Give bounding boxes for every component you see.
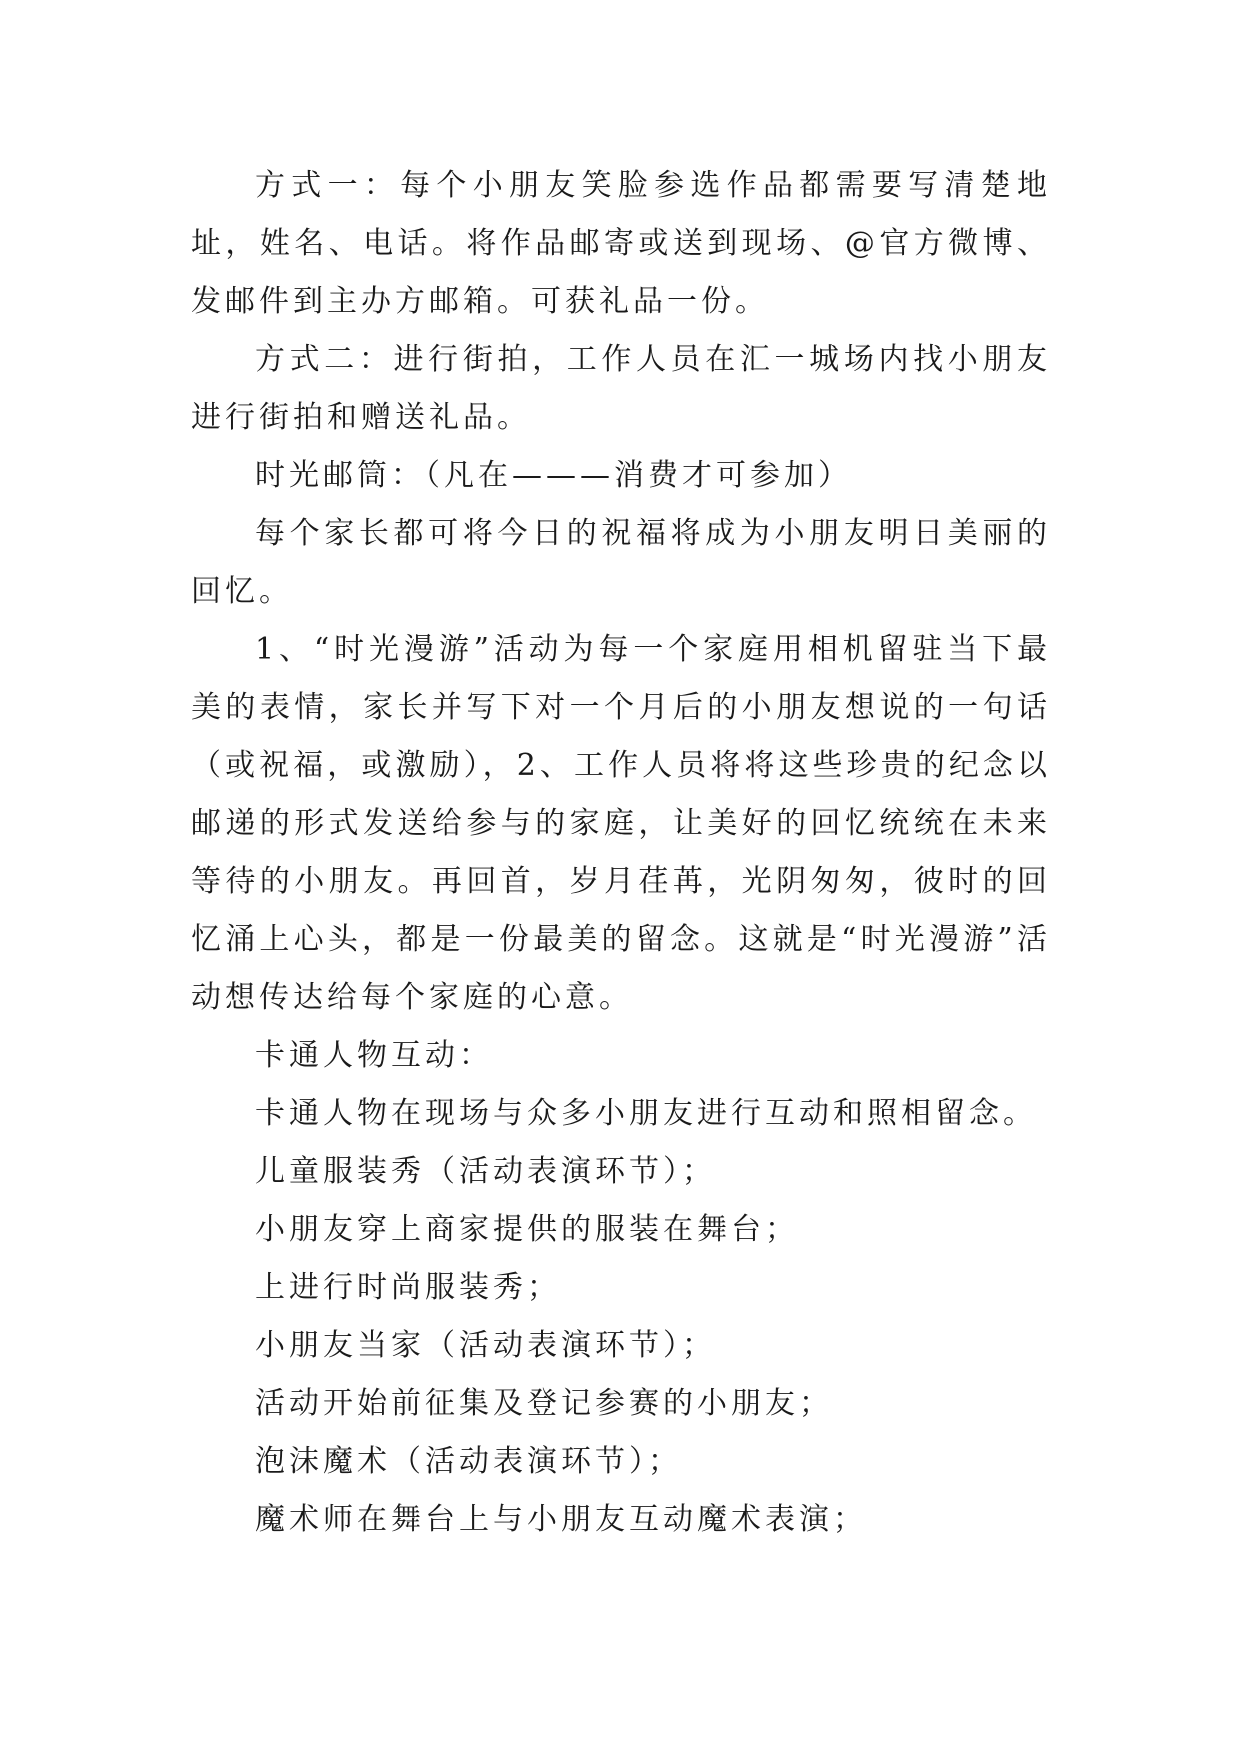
paragraph-foam-magic-heading: 泡沫魔术（活动表演环节）；: [255, 1444, 682, 1479]
paragraph-fashion-show-line-2: 上进行时尚服装秀；: [255, 1270, 561, 1305]
paragraph-fashion-show-line-1: 小朋友穿上商家提供的服装在舞台；: [255, 1212, 799, 1247]
paragraph-foam-magic-description: 魔术师在舞台上与小朋友互动魔术表演；: [255, 1502, 867, 1537]
paragraph-method-two: 方式二：进行街拍，工作人员在汇一城场内找小朋友进行街拍和赠送礼品。: [191, 342, 1051, 435]
paragraph-time-mailbox-heading: 时光邮筒：（凡在———消费才可参加）: [255, 458, 852, 493]
paragraph-kids-in-charge-description: 活动开始前征集及登记参赛的小朋友；: [255, 1386, 833, 1421]
paragraph-method-one: 方式一：每个小朋友笑脸参选作品都需要写清楚地址，姓名、电话。将作品邮寄或送到现场、@官方微博、发邮件到主办方邮箱。可获礼品一份。: [191, 168, 1051, 319]
paragraph-time-travel-activity: 1、“时光漫游”活动为每一个家庭用相机留驻当下最美的表情，家长并写下对一个月后的小朋友想说的一句话（或祝福，或激励），2、工作人员将将这些珍贵的纪念以邮递的形式发送给参与的家庭，让美好的回忆统统在未来等待的小朋友。再回首，岁月荏苒，光阴匆匆，彼时的回忆涌上心头，都是一份最美的留念。这就是“时光漫游”活动想传达给每个家庭的心意。: [191, 632, 1051, 1015]
paragraph-parent-blessing: 每个家长都可将今日的祝福将成为小朋友明日美丽的回忆。: [191, 516, 1051, 609]
paragraph-cartoon-description: 卡通人物在现场与众多小朋友进行互动和照相留念。: [255, 1096, 1037, 1131]
document-body: [191, 157, 1051, 1549]
paragraph-kids-in-charge-heading: 小朋友当家（活动表演环节）；: [255, 1328, 716, 1363]
paragraph-cartoon-heading: 卡通人物互动：: [255, 1038, 493, 1073]
paragraph-fashion-show-heading: 儿童服装秀（活动表演环节）；: [255, 1154, 716, 1189]
